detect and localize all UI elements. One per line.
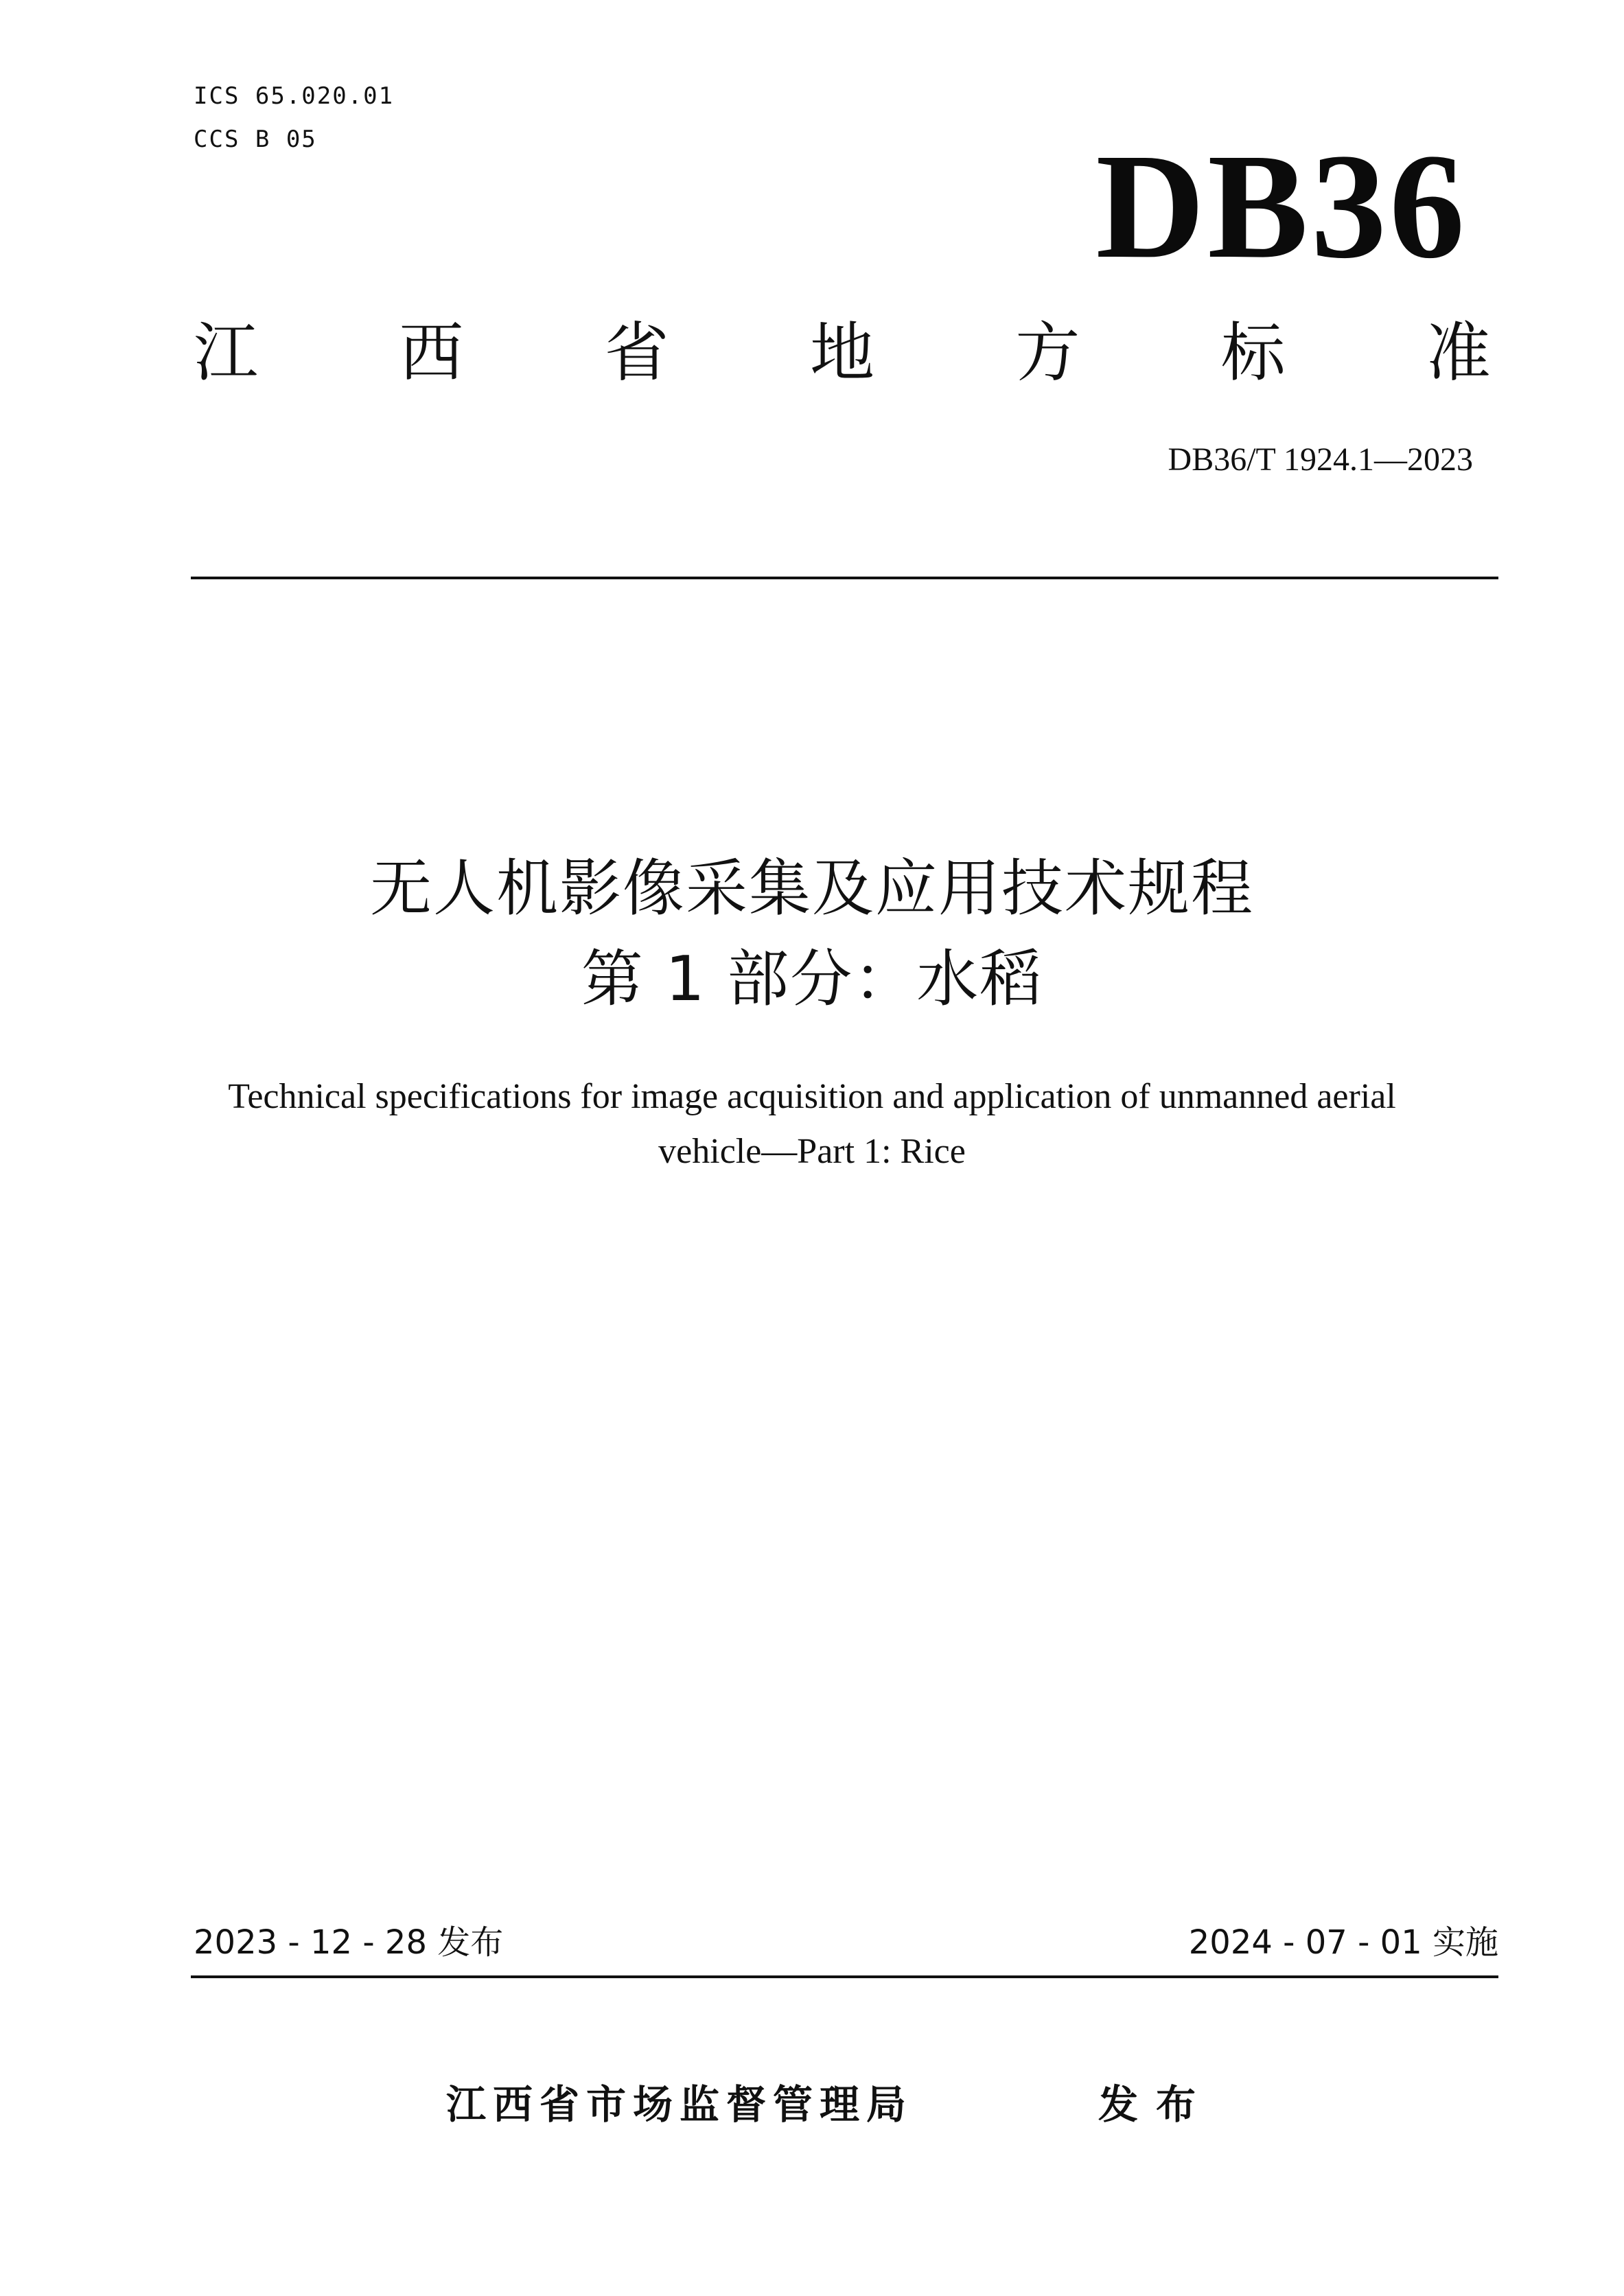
title-cn-line2: 第 1 部分：水稻	[581, 943, 1043, 1015]
standard-type-char: 江	[194, 316, 259, 391]
standard-type-char: 标	[1220, 316, 1286, 391]
ccs-code: CCS B 05	[194, 126, 317, 153]
issue-action: 发布	[1098, 2081, 1214, 2128]
effective-date: 2024 - 07 - 01 实施	[1188, 1923, 1498, 1962]
ics-code: ICS 65.020.01	[194, 82, 395, 110]
standard-type-char: 地	[809, 316, 874, 391]
standard-type-heading	[194, 316, 1491, 391]
standard-type-char: 准	[1426, 316, 1491, 391]
standard-type-char: 省	[604, 316, 669, 391]
top-divider	[191, 577, 1498, 579]
db36-logo: DB36	[1095, 122, 1468, 290]
bottom-divider	[191, 1975, 1498, 1978]
title-cn-line1: 无人机影像采集及应用技术规程	[370, 853, 1254, 925]
issue-date: 2023 - 12 - 28 发布	[194, 1923, 504, 1962]
standard-type-char: 方	[1015, 316, 1080, 391]
standard-number: DB36/T 1924.1—2023	[1168, 441, 1473, 478]
title-en-line1: Technical specifications for image acquisition and application of unmanned aerial	[228, 1077, 1396, 1116]
issuing-authority: 江西省市场监督管理局	[446, 2081, 914, 2128]
standard-type-char: 西	[399, 316, 464, 391]
title-en-line2: vehicle—Part 1: Rice	[658, 1132, 966, 1171]
